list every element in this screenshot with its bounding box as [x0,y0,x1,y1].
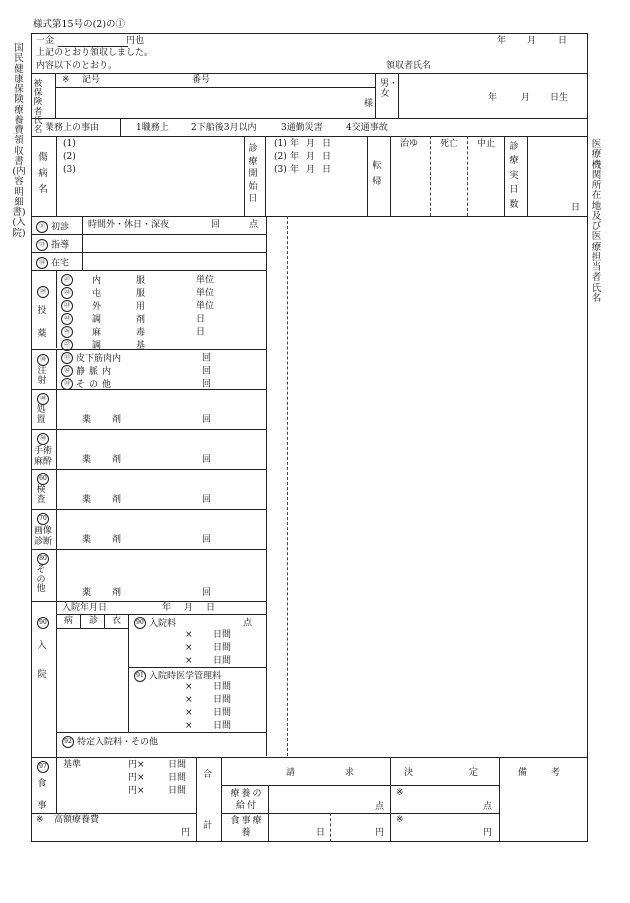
rule [56,628,128,629]
nyuinryo-line-3: × 日間 [185,656,232,666]
biko-label: 備考 [518,768,585,778]
rule [31,549,266,550]
chusha-label: 注射 [37,366,47,386]
start-row-1: (1) 年 月 日 [274,139,332,149]
rule [56,614,266,615]
rule [375,73,376,118]
kanri-line-1: × 日間 [185,682,232,692]
rule [221,785,499,786]
shokuji-line-1: 円× 日間 [128,760,187,770]
kigo-label: 記号 [82,75,101,85]
ryoyo-label: 療養の給付 [230,789,264,811]
receiver-label: 領収者氏名 [386,61,432,71]
rule [80,614,81,628]
day-unit: 日 [571,203,581,213]
admission-date: 入院年月日 年 月 日 [62,603,216,613]
rule [499,757,500,842]
start-row-2: (2) 年 月 日 [274,152,332,162]
kensa-yakuzai: 薬 剤 回 [82,495,212,505]
rule [56,732,266,733]
right-vertical-title: 医療機関所在地及び医療担当者氏名 [591,139,602,304]
gokei-char2: 計 [203,821,213,831]
kanri-row: 91 入院時医学管理料 [134,670,221,682]
shujutsu-yakuzai: 薬 剤 回 [82,455,212,465]
rule [221,813,499,814]
kin-label: 一金 [36,36,55,46]
insured-kome: ※ [62,75,70,85]
shokuji-num: 97 [37,761,49,773]
kijun-label: 基準 [63,760,82,770]
rule [287,216,288,756]
outcome-stopped: 中止 [477,139,496,149]
rule [31,601,266,602]
shochi-yakuzai: 薬 剤 回 [82,415,212,425]
nyuin-label: 入院 [37,641,47,680]
kanri-line-4: × 日間 [185,721,232,731]
receipt-line2: 内容以下のとおり。 [36,61,118,71]
amount-underline [58,46,128,47]
form-title: 様式第15号の(2)の① [33,19,126,30]
work-item-4: 4交通事故 [346,123,388,133]
nyuin-num: 90 [37,617,49,629]
chusha-num: ㉚ [37,354,49,366]
kogaku-row: ※ 高額療養費 [36,815,100,825]
rule [504,136,505,216]
disease-label: 傷病名 [38,152,48,196]
rule [56,136,57,216]
rule [82,252,83,270]
work-item-1: 1職務上 [136,123,169,133]
rule [31,270,266,271]
shoshin-kai: 回 [211,220,221,230]
seikyu-yen: 円 [375,828,385,838]
rule [196,757,197,842]
rule [56,429,57,469]
toyaku-item-4: ㉔ 調 剤 日 [61,313,205,325]
kanri-line-2: × 日間 [185,695,232,705]
rule [31,349,266,350]
yen-nari-label: 円也 [126,36,145,46]
rule [56,389,57,429]
tenki-label: 転帰 [372,161,382,188]
rule [398,73,399,118]
disease-3: (3) [63,165,76,175]
seikyu-ten: 点 [375,802,385,812]
disease-2: (2) [63,152,76,162]
rule [266,216,267,756]
sama-label: 様 [364,99,374,109]
toyaku-item-5: ㉖ 麻 毒 日 [61,326,205,338]
insured-label: 被保険者氏名 [33,79,43,135]
rule [31,757,588,758]
rule [244,136,245,216]
zaitaku-row: ⑭ 在宅 [36,257,69,269]
toyaku-item-1: ㉑ 内 服 単位 [61,274,214,286]
disease-1: (1) [63,139,76,149]
rule [56,469,57,509]
birth-month: 月 [521,93,531,103]
rule [31,73,588,74]
rule [120,118,121,136]
toyaku-item-2: ㉒ 屯 服 単位 [61,287,214,299]
sonota-num: 80 [37,553,49,565]
seikyu-label: 請求 [286,768,405,778]
shujutsu-num: ㊿ [37,433,49,445]
start-date-label: 診療開始日 [248,144,258,205]
receipt-month: 月 [527,36,537,46]
rule [128,667,266,668]
rule [221,757,222,842]
kensa-label: 検査 [36,485,46,505]
kogaku-yen: 円 [181,828,191,838]
shoshin-row: ⑪ 初診 [36,221,69,233]
kettei-kome-2: ※ [396,815,404,825]
rule [31,813,196,814]
kettei-kome-1: ※ [396,788,404,798]
work-item-2: 2下船後3月以内 [191,123,257,133]
shoshin-ten: 点 [249,220,259,230]
receipt-line1: 上記のとおり領収しました。 [36,48,154,58]
head-shin: 診 [89,616,99,626]
kanri-line-3: × 日間 [185,708,232,718]
rule [265,136,266,216]
toyaku-num: ⑳ [37,286,49,298]
rule [330,813,331,842]
work-reason-label: 業務上の事由 [45,123,100,133]
shokuji-line-3: 円× 日間 [128,786,187,796]
nyuinryo-row: 90 入院料 点 [134,617,252,629]
toyaku-item-3: ㉓ 外 用 単位 [61,300,214,312]
rule [56,549,57,601]
nyuinryo-line-2: × 日間 [185,643,232,653]
rule [527,136,528,216]
gazo-num: 70 [37,513,49,525]
rule [56,509,57,549]
start-row-3: (3) 年 月 日 [274,165,332,175]
left-vertical-title: 国民健康保険療養費領収書(内容明細書)(入院) [12,43,26,239]
kettei-ten: 点 [483,802,493,812]
rule [31,469,266,470]
rule [31,509,266,510]
sex-field: 男・女 [380,79,399,99]
rule [31,216,588,217]
rule [31,118,588,119]
birth-year: 年 [488,93,498,103]
gokei-char1: 合 [203,770,213,780]
receipt-day: 日 [558,36,568,46]
rule [128,614,129,732]
sonota-label: その他 [36,565,46,595]
work-item-3: 3通勤災害 [281,123,323,133]
birth-day: 日生 [550,93,569,103]
head-i: 衣 [112,616,122,626]
rule [56,349,57,389]
tokutei-row: 92 特定入院料・その他 [62,736,158,748]
shujutsu-label: 手術麻酔 [33,446,52,467]
rule [82,216,83,234]
rule [56,601,57,757]
chusha-item-3: ㉝ その他 回 [61,378,211,390]
rule [430,136,431,216]
toyaku-label: 投薬 [37,306,47,340]
rule [82,234,83,252]
rule [31,252,266,253]
outcome-cured: 治ゆ [400,139,419,149]
nyuinryo-line-1: × 日間 [185,630,232,640]
shoshin-detail: 時間外・休日・深夜 [88,220,170,230]
rule [31,389,266,390]
shokuji-ryoyo-label: 食事療養 [230,816,264,838]
rule [56,757,57,813]
rule [55,73,56,118]
gazo-label: 画像診断 [33,526,52,547]
chusha-item-1: ㉛ 皮下筋肉内 回 [61,352,211,364]
gazo-yakuzai: 薬 剤 回 [82,535,212,545]
chusha-item-2: ㉜ 静脈内 回 [61,365,211,377]
shochi-label: 処置 [36,405,46,425]
rule [31,429,266,430]
rule [390,136,391,216]
kensa-num: 60 [37,473,49,485]
shokuji-line-2: 円× 日間 [128,773,187,783]
bango-label: 番号 [192,75,211,85]
sonota-yakuzai: 薬 剤 回 [82,588,212,598]
days-label: 診療実日数 [509,142,519,210]
rule [467,136,468,216]
rule [367,136,368,216]
rule [390,757,391,842]
toyaku-item-6: ㉗ 調 基 [61,339,196,351]
head-byo: 病 [64,616,74,626]
rule [31,234,266,235]
shokuji-hi: 日 [316,828,326,838]
outcome-death: 死亡 [440,139,459,149]
rule [56,270,57,348]
rule [55,87,375,88]
shido-row: ⑬ 指導 [36,239,69,251]
receipt-year: 年 [497,36,507,46]
shokuji-label: 食事 [37,779,47,811]
shochi-num: ㊵ [37,393,49,405]
kettei-yen: 円 [483,828,493,838]
rule [104,614,105,628]
kettei-label: 決定 [404,768,535,778]
